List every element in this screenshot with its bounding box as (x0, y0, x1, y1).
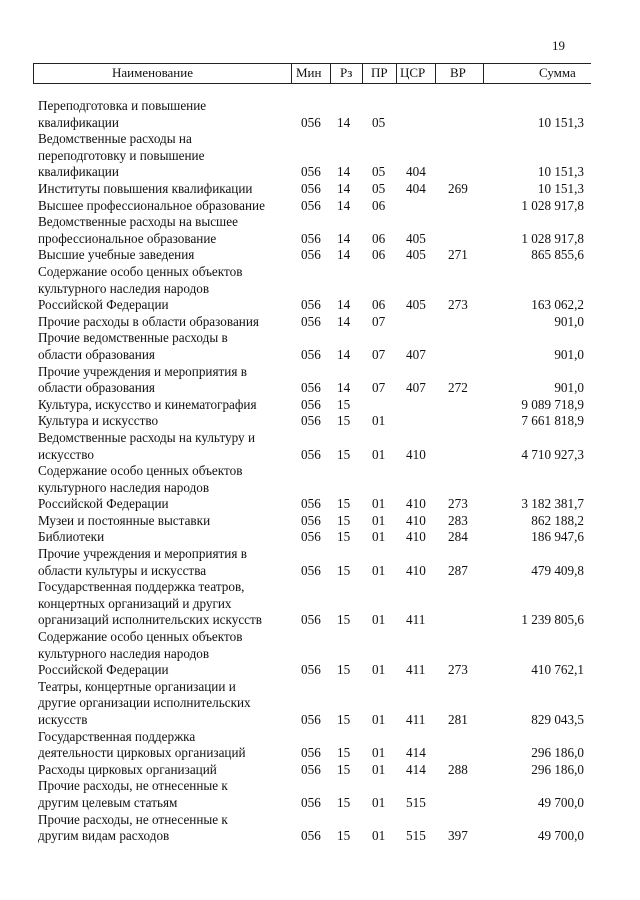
row-name-line: Содержание особо ценных объектов (38, 463, 243, 479)
cell-min: 056 (301, 828, 321, 844)
cell-min: 056 (301, 745, 321, 761)
cell-pr: 06 (372, 297, 386, 313)
row-name-line: Высшее профессиональное образование (38, 197, 265, 213)
row-name (38, 413, 288, 430)
row-name (38, 198, 288, 215)
row-name (38, 131, 288, 181)
header-divider (483, 64, 484, 83)
cell-min: 056 (301, 761, 321, 777)
row-name-line: другим целевым статьям (38, 795, 178, 811)
header-pr: ПР (371, 65, 388, 80)
cell-csr: 414 (406, 761, 426, 777)
cell-sum: 1 028 917,8 (521, 197, 584, 213)
row-name-line: деятельности цирковых организаций (38, 745, 246, 761)
row-name (38, 181, 288, 198)
table-header (33, 63, 591, 84)
table-row (0, 762, 640, 779)
cell-pr: 06 (372, 197, 386, 213)
row-name-line: культурного наследия народов (38, 479, 210, 495)
table-row (0, 214, 640, 247)
table-row (0, 98, 640, 131)
table-row (0, 729, 640, 762)
row-name (38, 679, 288, 729)
row-name (38, 812, 288, 845)
cell-rz: 14 (337, 346, 351, 362)
cell-min: 056 (301, 712, 321, 728)
cell-sum: 410 762,1 (531, 662, 584, 678)
row-name-line: искусство (38, 446, 94, 462)
cell-sum: 296 186,0 (531, 761, 584, 777)
cell-sum: 901,0 (554, 380, 584, 396)
cell-min: 056 (301, 346, 321, 362)
table-body (0, 98, 640, 845)
cell-rz: 15 (337, 512, 351, 528)
cell-rz: 15 (337, 396, 351, 412)
row-name-line: культурного наследия народов (38, 645, 210, 661)
row-name (38, 98, 288, 131)
cell-sum: 1 239 805,6 (521, 612, 584, 628)
cell-rz: 15 (337, 413, 351, 429)
row-name-line: Российской Федерации (38, 297, 169, 313)
cell-pr: 01 (372, 562, 386, 578)
cell-csr: 410 (406, 496, 426, 512)
cell-min: 056 (301, 512, 321, 528)
cell-pr: 07 (372, 380, 386, 396)
cell-csr: 404 (406, 180, 426, 196)
row-name (38, 729, 288, 762)
cell-vr: 273 (448, 297, 468, 313)
table-row (0, 629, 640, 679)
cell-csr: 404 (406, 164, 426, 180)
cell-sum: 1 028 917,8 (521, 230, 584, 246)
cell-pr: 01 (372, 712, 386, 728)
row-name-line: области образования (38, 346, 155, 362)
cell-min: 056 (301, 114, 321, 130)
cell-sum: 7 661 818,9 (521, 413, 584, 429)
cell-vr: 283 (448, 512, 468, 528)
row-name-line: Прочие расходы в области образования (38, 313, 259, 329)
cell-rz: 15 (337, 529, 351, 545)
cell-vr: 272 (448, 380, 468, 396)
row-name-line: Государственная поддержка (38, 728, 196, 744)
cell-csr: 411 (406, 662, 426, 678)
cell-vr: 273 (448, 496, 468, 512)
row-name-line: другие организации исполнительских (38, 695, 251, 711)
table-row (0, 579, 640, 629)
row-name-line: Содержание особо ценных объектов (38, 263, 243, 279)
cell-sum: 829 043,5 (531, 712, 584, 728)
header-divider (435, 64, 436, 83)
row-name-line: Прочие расходы, не отнесенные к (38, 811, 228, 827)
table-row (0, 778, 640, 811)
row-name (38, 513, 288, 530)
cell-pr: 01 (372, 761, 386, 777)
row-name-line: Прочие учреждения и мероприятия в (38, 546, 247, 562)
row-name-line: области образования (38, 380, 155, 396)
row-name-line: Институты повышения квалификации (38, 180, 253, 196)
table-row (0, 812, 640, 845)
cell-min: 056 (301, 230, 321, 246)
cell-sum: 3 182 381,7 (521, 496, 584, 512)
cell-csr: 410 (406, 562, 426, 578)
row-name (38, 629, 288, 679)
cell-vr: 287 (448, 562, 468, 578)
cell-pr: 07 (372, 313, 386, 329)
row-name-line: Ведомственные расходы на высшее (38, 214, 238, 230)
row-name-line: Ведомственные расходы на культуру и (38, 429, 255, 445)
cell-rz: 15 (337, 795, 351, 811)
row-name-line: профессиональное образование (38, 230, 217, 246)
row-name-line: Библиотеки (38, 529, 105, 545)
cell-sum: 901,0 (554, 346, 584, 362)
cell-sum: 10 151,3 (537, 114, 584, 130)
row-name-line: переподготовку и повышение (38, 147, 205, 163)
cell-rz: 15 (337, 662, 351, 678)
cell-pr: 01 (372, 828, 386, 844)
cell-min: 056 (301, 612, 321, 628)
cell-sum: 49 700,0 (537, 828, 584, 844)
header-name: Наименование (112, 65, 193, 80)
cell-csr: 405 (406, 247, 426, 263)
cell-pr: 01 (372, 795, 386, 811)
cell-vr: 284 (448, 529, 468, 545)
table-row (0, 314, 640, 331)
row-name-line: Переподготовка и повышение (38, 98, 207, 113)
header-rz: Рз (340, 65, 353, 80)
cell-pr: 01 (372, 446, 386, 462)
cell-min: 056 (301, 662, 321, 678)
row-name-line: квалификации (38, 164, 119, 180)
cell-csr: 414 (406, 745, 426, 761)
cell-sum: 479 409,8 (531, 562, 584, 578)
row-name (38, 529, 288, 546)
cell-sum: 9 089 718,9 (521, 396, 584, 412)
cell-csr: 411 (406, 712, 426, 728)
cell-sum: 4 710 927,3 (521, 446, 584, 462)
cell-sum: 10 151,3 (537, 164, 584, 180)
row-name-line: организаций исполнительских искусств (38, 612, 263, 628)
row-name (38, 463, 288, 513)
row-name-line: Культура и искусство (38, 413, 159, 429)
cell-vr: 397 (448, 828, 468, 844)
cell-csr: 405 (406, 230, 426, 246)
header-divider (291, 64, 292, 83)
cell-rz: 14 (337, 197, 351, 213)
cell-rz: 15 (337, 712, 351, 728)
cell-sum: 163 062,2 (531, 297, 584, 313)
cell-min: 056 (301, 164, 321, 180)
cell-pr: 01 (372, 745, 386, 761)
cell-pr: 05 (372, 164, 386, 180)
row-name-line: Прочие расходы, не отнесенные к (38, 778, 228, 794)
cell-rz: 14 (337, 297, 351, 313)
cell-rz: 15 (337, 745, 351, 761)
cell-rz: 14 (337, 247, 351, 263)
cell-vr: 271 (448, 247, 468, 263)
header-sum: Сумма (539, 65, 576, 80)
row-name-line: Расходы цирковых организаций (38, 761, 217, 777)
cell-min: 056 (301, 313, 321, 329)
cell-min: 056 (301, 413, 321, 429)
cell-rz: 14 (337, 180, 351, 196)
table-row (0, 679, 640, 729)
table-row (0, 397, 640, 414)
row-name-line: Российской Федерации (38, 496, 169, 512)
cell-min: 056 (301, 197, 321, 213)
cell-rz: 15 (337, 761, 351, 777)
row-name-line: Содержание особо ценных объектов (38, 629, 243, 645)
row-name (38, 430, 288, 463)
cell-csr: 407 (406, 346, 426, 362)
row-name-line: концертных организаций и других (38, 595, 232, 611)
cell-min: 056 (301, 529, 321, 545)
row-name (38, 247, 288, 264)
header-vr: ВР (450, 65, 466, 80)
cell-min: 056 (301, 562, 321, 578)
cell-pr: 06 (372, 247, 386, 263)
header-csr: ЦСР (400, 65, 426, 80)
header-min: Мин (296, 65, 322, 80)
table-row (0, 247, 640, 264)
cell-csr: 410 (406, 446, 426, 462)
cell-rz: 15 (337, 496, 351, 512)
row-name-line: Театры, концертные организации и (38, 678, 236, 694)
cell-sum: 10 151,3 (537, 180, 584, 196)
row-name (38, 214, 288, 247)
cell-csr: 515 (406, 828, 426, 844)
table-row (0, 513, 640, 530)
cell-pr: 06 (372, 230, 386, 246)
cell-sum: 49 700,0 (537, 795, 584, 811)
cell-sum: 862 188,2 (531, 512, 584, 528)
row-name-line: культурного наследия народов (38, 280, 210, 296)
table-row (0, 364, 640, 397)
cell-min: 056 (301, 496, 321, 512)
cell-pr: 01 (372, 413, 386, 429)
cell-pr: 05 (372, 114, 386, 130)
cell-sum: 186 947,6 (531, 529, 584, 545)
row-name-line: Культура, искусство и кинематография (38, 396, 257, 412)
row-name (38, 364, 288, 397)
row-name-line: Ведомственные расходы на (38, 131, 192, 147)
row-name (38, 330, 288, 363)
table-row (0, 413, 640, 430)
cell-csr: 411 (406, 612, 426, 628)
table-row (0, 430, 640, 463)
row-name (38, 314, 288, 331)
cell-csr: 410 (406, 512, 426, 528)
cell-sum: 865 855,6 (531, 247, 584, 263)
page-number: 19 (552, 38, 565, 53)
table-row (0, 198, 640, 215)
table-row (0, 264, 640, 314)
cell-min: 056 (301, 247, 321, 263)
cell-rz: 15 (337, 612, 351, 628)
cell-min: 056 (301, 795, 321, 811)
row-name (38, 579, 288, 629)
row-name-line: Музеи и постоянные выставки (38, 512, 211, 528)
row-name-line: квалификации (38, 114, 119, 130)
table-row (0, 330, 640, 363)
row-name (38, 778, 288, 811)
row-name (38, 546, 288, 579)
row-name-line: области культуры и искусства (38, 562, 207, 578)
table-row (0, 529, 640, 546)
cell-vr: 269 (448, 180, 468, 196)
cell-pr: 01 (372, 512, 386, 528)
header-divider (396, 64, 397, 83)
cell-pr: 05 (372, 180, 386, 196)
row-name-line: Государственная поддержка театров, (38, 579, 245, 595)
cell-min: 056 (301, 297, 321, 313)
row-name (38, 397, 288, 414)
header-divider (362, 64, 363, 83)
table-row (0, 546, 640, 579)
table-row (0, 131, 640, 181)
header-divider (330, 64, 331, 83)
cell-pr: 01 (372, 662, 386, 678)
cell-pr: 01 (372, 529, 386, 545)
row-name-line: другим видам расходов (38, 828, 170, 844)
cell-csr: 410 (406, 529, 426, 545)
cell-vr: 281 (448, 712, 468, 728)
cell-rz: 15 (337, 562, 351, 578)
cell-rz: 15 (337, 446, 351, 462)
row-name-line: искусств (38, 712, 88, 728)
cell-rz: 15 (337, 828, 351, 844)
cell-min: 056 (301, 180, 321, 196)
cell-csr: 407 (406, 380, 426, 396)
cell-sum: 296 186,0 (531, 745, 584, 761)
row-name-line: Прочие учреждения и мероприятия в (38, 363, 247, 379)
cell-rz: 14 (337, 164, 351, 180)
cell-rz: 14 (337, 313, 351, 329)
cell-vr: 288 (448, 761, 468, 777)
cell-min: 056 (301, 380, 321, 396)
cell-csr: 405 (406, 297, 426, 313)
row-name (38, 264, 288, 314)
cell-sum: 901,0 (554, 313, 584, 329)
cell-pr: 07 (372, 346, 386, 362)
cell-min: 056 (301, 446, 321, 462)
cell-rz: 14 (337, 230, 351, 246)
row-name-line: Прочие ведомственные расходы в (38, 330, 228, 346)
cell-csr: 515 (406, 795, 426, 811)
cell-rz: 14 (337, 114, 351, 130)
cell-min: 056 (301, 396, 321, 412)
row-name (38, 762, 288, 779)
row-name-line: Российской Федерации (38, 662, 169, 678)
table-row (0, 463, 640, 513)
cell-pr: 01 (372, 496, 386, 512)
cell-vr: 273 (448, 662, 468, 678)
cell-pr: 01 (372, 612, 386, 628)
row-name-line: Высшие учебные заведения (38, 247, 195, 263)
table-row (0, 181, 640, 198)
cell-rz: 14 (337, 380, 351, 396)
